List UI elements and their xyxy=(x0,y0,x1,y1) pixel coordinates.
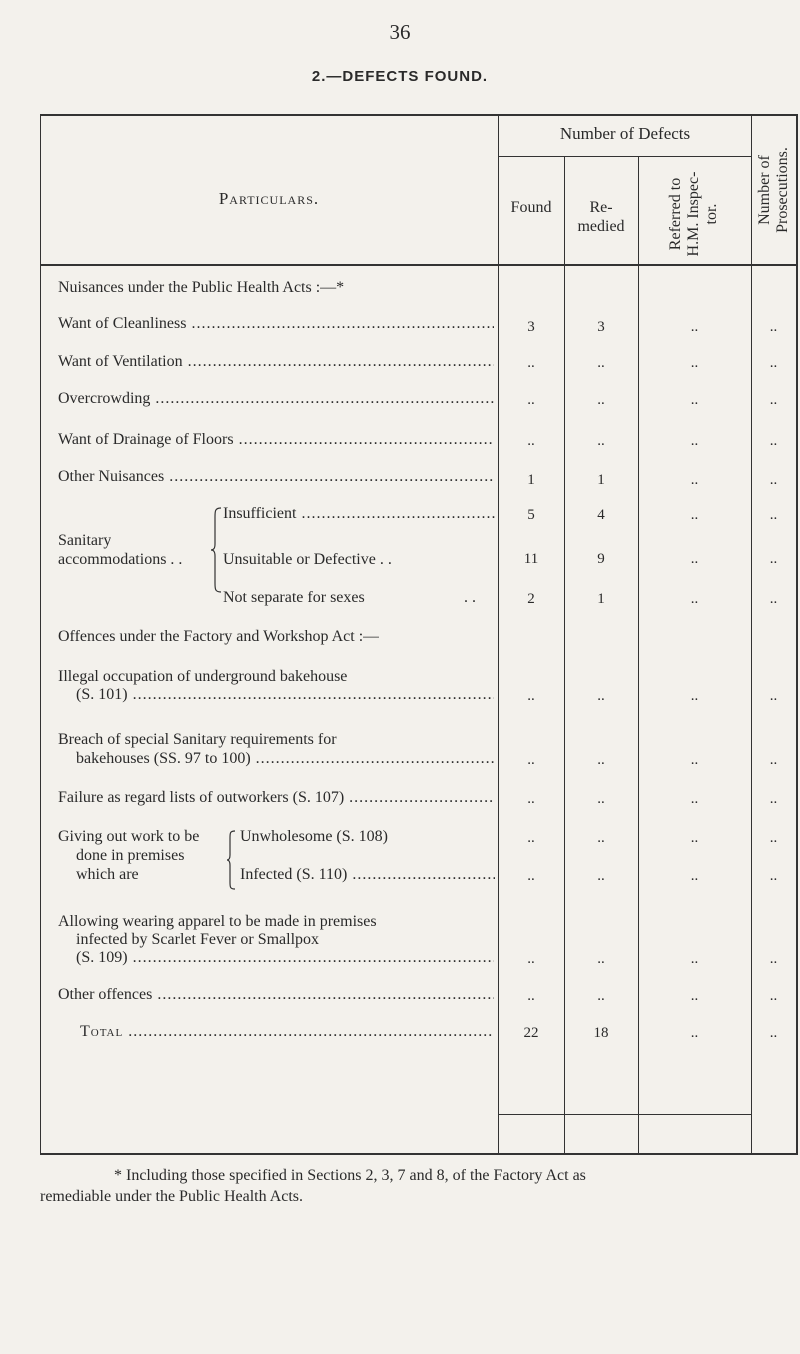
header-prosecutions: Number of Prosecutions. xyxy=(756,147,791,233)
defects-table: Particulars. Number of Defects Found Re- medied Referred to H.M. Inspec- tor. Number of Prosecutions. Nuisances under the Public Health Acts :—* Want of Cleanliness ..... 3 3 .. .. Want of Ventilation ..... .. .. .. .. Overcrowding ..... .. .. .. .. Want of Drainage of Floors ..... .. .. .. .. Other Nuisances ..... 1 1 .. .. Sanitary accommodations . . Insufficient ..... 5 4 .. .. Unsuitable or Defective . . 11 9 .. .. Not separate for sexes . . 2 1 .. .. Offences under the Factory and Workshop Act :— Illegal occupation of underground bakehouse (S. 101) ..... .. .. .. .. Breach of special Sanitary requirements for bakehouses (SS. 97 to 100) ..... .. .. .. .. Failure as regard lists of outworkers (S. 107) ..... .. .. .. .. Giving out work to be done in premises which are Unwholesome (S. 108) .. .. .. .. Infected (S. 110) ..... .. .. .. .. Allowing wearing apparel to be made in premises infected by Scarlet Fever or Smallpox (S. 109) ..... .. .. .. .. Other offences ..... .. .. .. .. Total ..... 22 18 .. .. xyxy=(40,114,798,1155)
page-number: 36 xyxy=(389,20,411,44)
section-factory-act: Offences under the Factory and Workshop Act :— xyxy=(58,628,380,645)
header-remedied: Re- medied xyxy=(577,199,625,235)
header-referred: Referred to H.M. Inspec- tor. xyxy=(667,171,720,257)
footnote: * Including those specified in Sections 2, 3, 7 and 8, of the Factory Act as remediable under the Public Health Acts. xyxy=(40,1167,586,1205)
brace-giving-out xyxy=(226,830,236,890)
brace-sanitary xyxy=(210,507,222,593)
header-found: Found xyxy=(510,199,552,216)
header-number-of-defects: Number of Defects xyxy=(559,124,691,143)
section-public-health: Nuisances under the Public Health Acts :—* xyxy=(58,279,345,296)
header-particulars: Particulars. xyxy=(218,189,320,208)
section-heading: 2.—DEFECTS FOUND. xyxy=(311,68,489,85)
